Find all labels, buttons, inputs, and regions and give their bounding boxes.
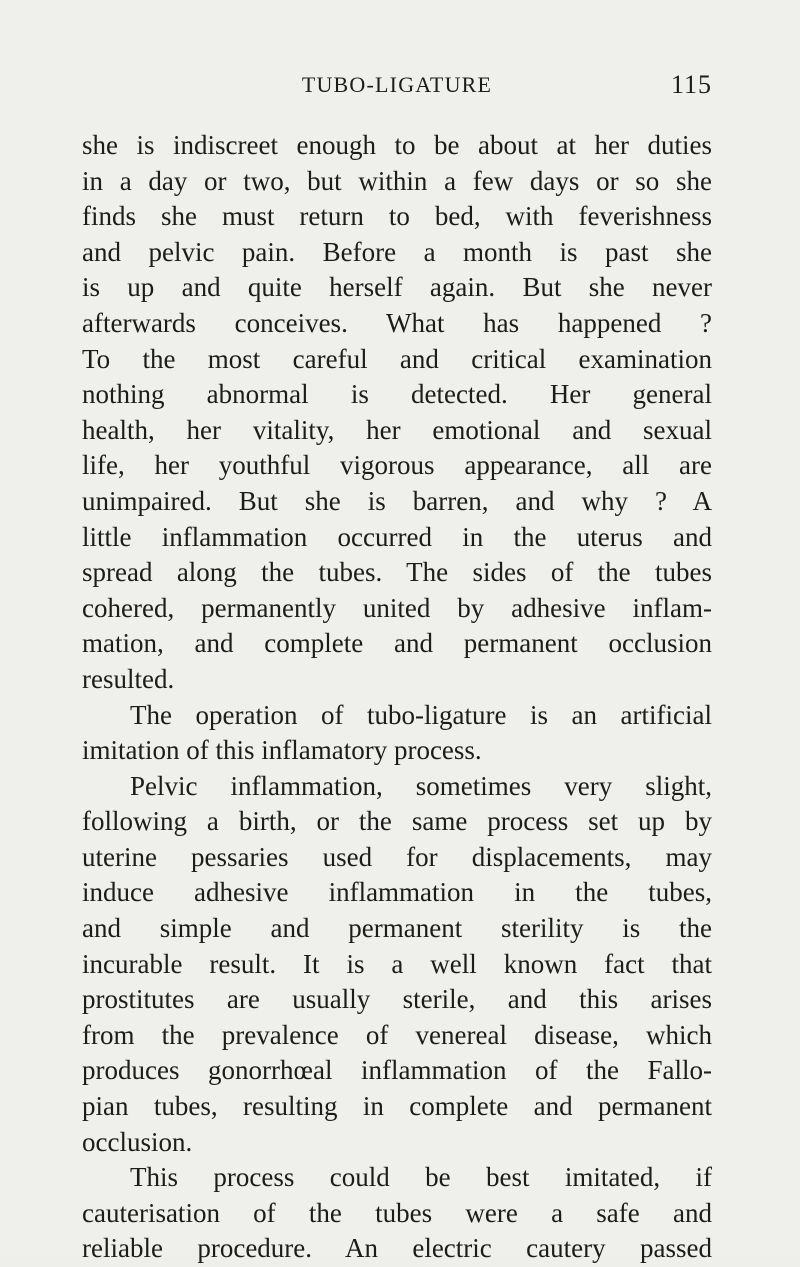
text-line: cohered, permanently united by adhesive inflam- xyxy=(82,592,712,623)
text-line: spread along the tubes. The sides of the tubes xyxy=(82,557,712,588)
text-line: from the prevalence of venereal disease, which xyxy=(82,1019,712,1050)
text-line: unimpaired. But she is barren, and why ? A xyxy=(82,485,712,516)
text-line: prostitutes are usually sterile, and this arises xyxy=(82,984,712,1015)
text-line: health, her vitality, her emotional and sexual xyxy=(82,414,712,445)
text-line: Pelvic inflammation, sometimes very slight, xyxy=(130,770,712,801)
text-line: The operation of tubo-ligature is an artificial xyxy=(130,699,712,730)
text-line: is up and quite herself again. But she never xyxy=(82,272,712,303)
text-line: little inflammation occurred in the uterus and xyxy=(82,521,712,552)
text-line: mation, and complete and permanent occlusion xyxy=(82,628,712,659)
text-line: resulted. xyxy=(82,663,175,694)
text-line: occlusion. xyxy=(82,1126,193,1157)
text-line: This process could be best imitated, if xyxy=(130,1162,712,1193)
text-line: in a day or two, but within a few days or so she xyxy=(82,165,712,196)
text-line: reliable procedure. An electric cautery passed xyxy=(82,1233,712,1264)
running-head xyxy=(82,70,712,100)
text-line: induce adhesive inflammation in the tubes, xyxy=(82,877,712,908)
text-line: pian tubes, resulting in complete and permanent xyxy=(82,1091,712,1122)
text-line: following a birth, or the same process set up by xyxy=(82,806,712,837)
page-number: 115 xyxy=(670,70,712,99)
text-line: afterwards conceives. What has happened ? xyxy=(82,307,712,338)
text-line: nothing abnormal is detected. Her general xyxy=(82,379,712,410)
text-line: To the most careful and critical examination xyxy=(82,343,712,374)
running-title: TUBO-LIGATURE xyxy=(301,72,493,97)
text-line: life, her youthful vigorous appearance, all are xyxy=(82,450,712,481)
text-line: uterine pessaries used for displacements, may xyxy=(82,841,712,872)
text-line: incurable result. It is a well known fact that xyxy=(82,948,712,979)
text-line: and pelvic pain. Before a month is past she xyxy=(82,236,712,267)
text-line: imitation of this inflamatory process. xyxy=(82,735,482,766)
text-line: produces gonorrhœal inflammation of the Fallo- xyxy=(82,1055,712,1086)
text-line: finds she must return to bed, with feverishness xyxy=(82,201,712,232)
body-text xyxy=(82,128,712,1267)
text-line: and simple and permanent sterility is the xyxy=(82,913,712,944)
text-line: cauterisation of the tubes were a safe and xyxy=(82,1197,712,1228)
text-line: she is indiscreet enough to be about at her duties xyxy=(82,130,712,160)
